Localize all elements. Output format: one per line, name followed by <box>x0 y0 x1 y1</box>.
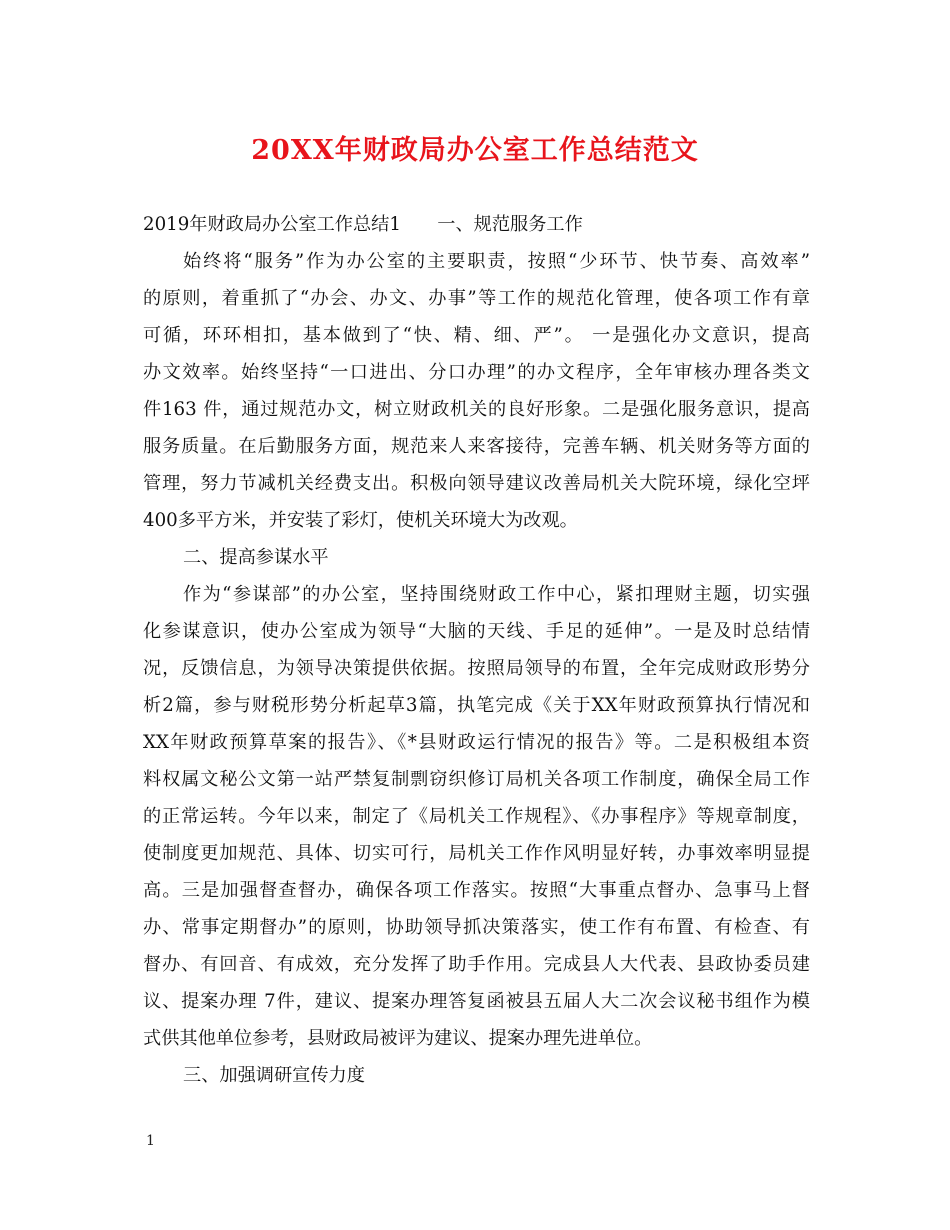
section-heading: 三、加强调研宣传力度 <box>183 1065 365 1086</box>
text-line: 办、常事定期督办”的原则，协助领导抓决策落实，使工作有布置、有检查、有 <box>143 917 810 938</box>
text-line: XX年财政预算草案的报告》、《*县财政运行情况的报告》等。二是积极组本资 <box>143 732 810 753</box>
text-line: 议、提案办理 7件，建议、提案办理答复函被县五届人大二次会议秘书组作为模 <box>143 991 810 1012</box>
text-line: 料权属文秘公文第一站严禁复制剽窃织修订局机关各项工作制度，确保全局工作 <box>143 769 810 790</box>
text-line: 析2篇，参与财税形势分析起草3篇，执笔完成《关于XX年财政预算执行情况和 <box>143 695 810 716</box>
document-body <box>143 206 810 1094</box>
text-line: 400多平方米，并安装了彩灯，使机关环境大为改观。 <box>143 510 578 531</box>
text-line: 始终将“服务”作为办公室的主要职责，按照“少环节、快节奏、高效率” <box>183 251 810 272</box>
page-title: 20XX年财政局办公室工作总结范文 <box>251 135 699 166</box>
text-line: 2019年财政局办公室工作总结1 一、规范服务工作 <box>143 214 583 235</box>
text-line: 的正常运转。今年以来，制定了《局机关工作规程》、《办事程序》等规章制度， <box>143 806 810 827</box>
text-line: 的原则，着重抓了“办会、办文、办事”等工作的规范化管理，使各项工作有章 <box>143 288 810 309</box>
text-line: 高。三是加强督查督办，确保各项工作落实。按照“大事重点督办、急事马上督 <box>143 880 810 901</box>
text-line: 使制度更加规范、具体、切实可行，局机关工作作风明显好转，办事效率明显提 <box>143 843 810 864</box>
text-line: 式供其他单位参考，县财政局被评为建议、提案办理先进单位。 <box>143 1028 653 1049</box>
page-number: 1 <box>146 1133 155 1149</box>
text-line: 管理，努力节减机关经费支出。积极向领导建议改善局机关大院环境，绿化空坪 <box>143 473 810 494</box>
section-heading: 二、提高参谋水平 <box>183 547 329 568</box>
text-line: 服务质量。在后勤服务方面，规范来人来客接待，完善车辆、机关财务等方面的 <box>143 436 810 457</box>
text-line: 督办、有回音、有成效，充分发挥了助手作用。完成县人大代表、县政协委员建 <box>143 954 810 975</box>
text-line: 件163 件，通过规范办文，树立财政机关的良好形象。二是强化服务意识，提高 <box>143 399 810 420</box>
text-line: 况，反馈信息，为领导决策提供依据。按照局领导的布置，全年完成财政形势分 <box>143 658 810 679</box>
text-line: 作为“参谋部”的办公室，坚持围绕财政工作中心，紧扣理财主题，切实强 <box>183 584 810 605</box>
text-line: 化参谋意识，使办公室成为领导“大脑的天线、手足的延伸”。一是及时总结情 <box>143 621 810 642</box>
text-line: 办文效率。始终坚持“一口进出、分口办理”的办文程序，全年审核办理各类文 <box>143 362 810 383</box>
text-line: 可循，环环相扣，基本做到了“快、精、细、严”。 一是强化办文意识，提高 <box>143 325 810 346</box>
